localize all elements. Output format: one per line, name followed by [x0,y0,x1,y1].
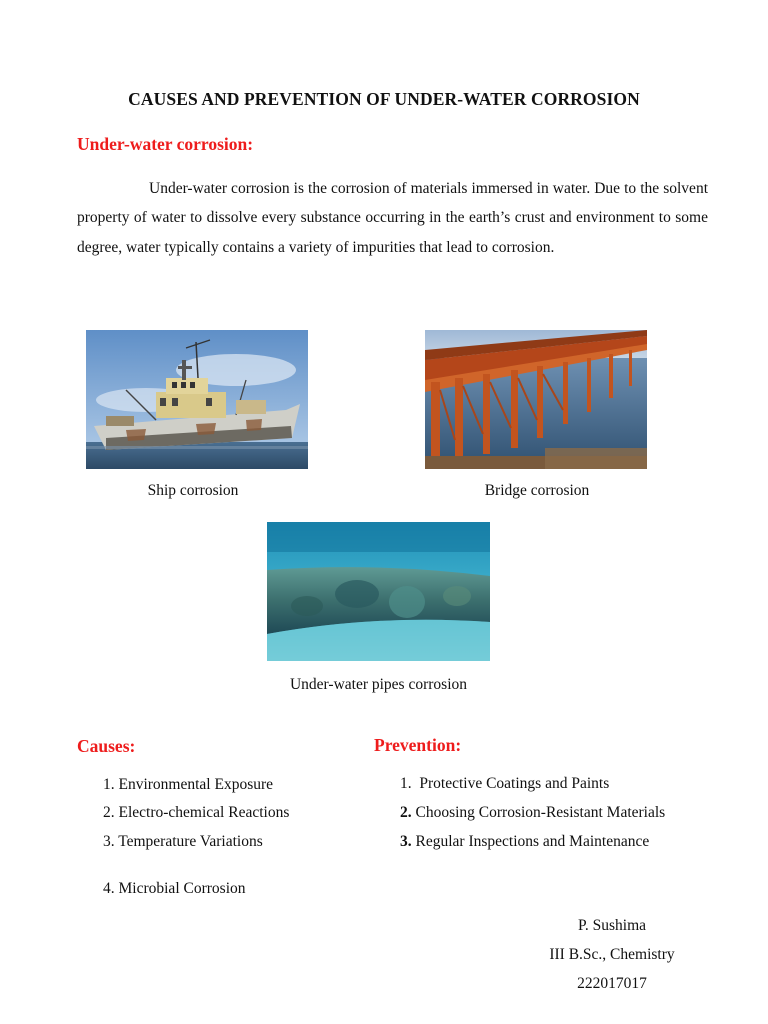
prevention-item-1-number: 1. [400,775,412,792]
prevention-item-2-text: Choosing Corrosion-Resistant Materials [415,804,666,821]
causes-item-3: 3. Temperature Variations [103,833,263,850]
prevention-item-3-text: Regular Inspections and Maintenance [415,833,650,850]
intro-paragraph-text: Under-water corrosion is the corrosion of materials immersed in water. Due to the solvent property of water to dissolve every substance occurring in the earth’s crust and environment to some degree, water typically contains a variety of impurities that lead to corrosion. [77,180,708,256]
author-id: 222017017 [577,975,647,992]
causes-item-1: 1. Environmental Exposure [103,776,274,793]
prevention-item-1 [400,774,609,794]
prevention-item-3-number: 3. [400,833,412,850]
pipes-corrosion-caption: Under-water pipes corrosion [289,676,468,693]
causes-item-4: 4. Microbial Corrosion [103,880,246,897]
page-title: CAUSES AND PREVENTION OF UNDER-WATER CORROSION [128,89,640,109]
prevention-item-1-text: Protective Coatings and Paints [419,775,610,792]
prevention-item-2 [400,803,665,823]
ship-corrosion-caption: Ship corrosion [147,482,239,499]
bridge-corrosion-image [425,330,647,469]
prevention-item-2-number: 2. [400,804,412,821]
author-name: P. Sushima [577,917,647,934]
author-course: III B.Sc., Chemistry [549,946,675,963]
pipes-corrosion-image [267,522,490,661]
prevention-heading: Prevention: [374,735,462,755]
causes-heading: Causes: [77,736,136,756]
bridge-corrosion-caption: Bridge corrosion [484,482,590,499]
causes-item-2: 2. Electro-chemical Reactions [103,804,290,821]
ship-corrosion-image [86,330,308,469]
intro-heading: Under-water corrosion: [77,134,254,154]
prevention-item-3 [400,832,649,852]
intro-paragraph [77,174,708,262]
